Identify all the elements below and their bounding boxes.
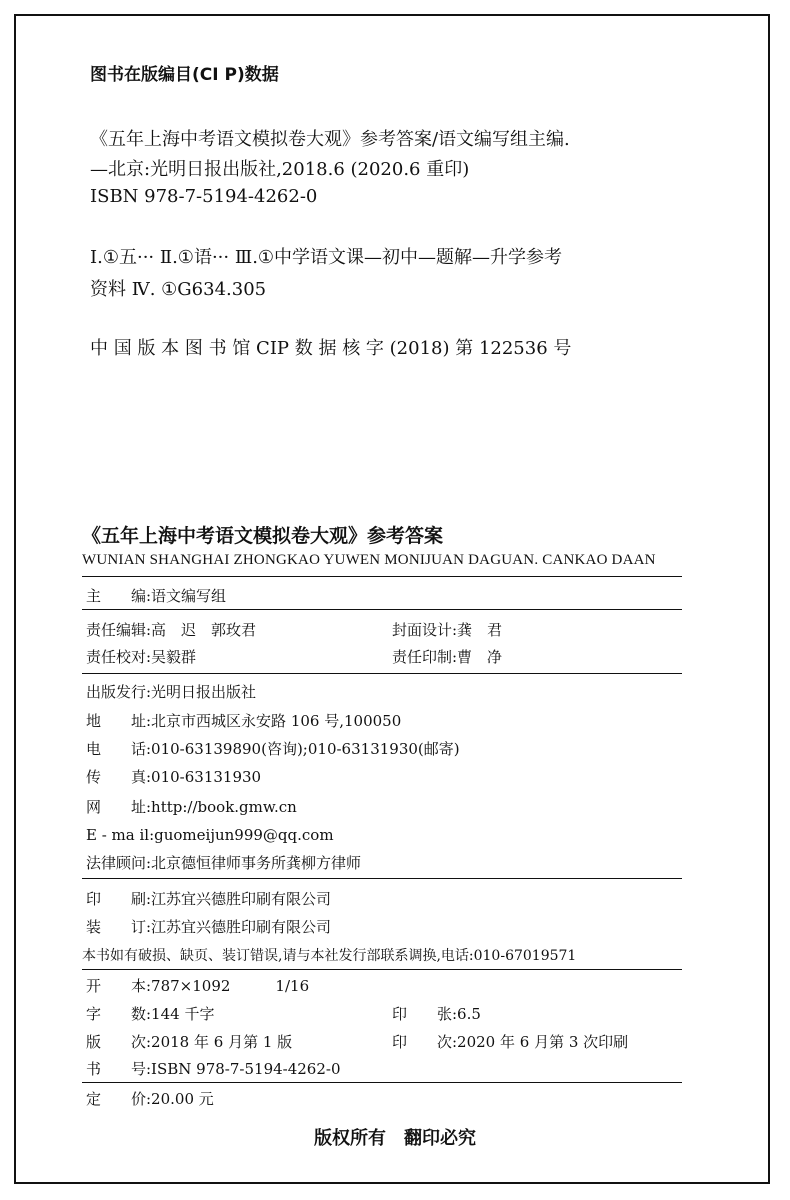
printer: 印 刷:江苏宜兴德胜印刷有限公司 xyxy=(86,890,332,908)
binder: 装 订:江苏宜兴德胜印刷有限公司 xyxy=(86,918,332,936)
cip-title-line: 《五年上海中考语文模拟卷大观》参考答案/语文编写组主编. xyxy=(90,129,570,150)
divider xyxy=(82,609,682,610)
chief-editor: 主 编:语文编写组 xyxy=(86,587,227,605)
responsible-editor: 责任编辑:高 迟 郭玫君 xyxy=(86,621,257,639)
book-title-pinyin: WUNIAN SHANGHAI ZHONGKAO YUWEN MONIJUAN DAGUAN. CANKAO DAAN xyxy=(82,552,656,568)
replacement-notice: 本书如有破损、缺页、装订错误,请与本社发行部联系调换,电话:010-67019571 xyxy=(82,948,577,964)
book-title-chinese: 《五年上海中考语文模拟卷大观》参考答案 xyxy=(82,525,444,547)
word-count: 字 数:144 千字 xyxy=(86,1005,215,1023)
copyright-notice: 版权所有 翻印必究 xyxy=(314,1128,476,1149)
legal-advisor: 法律顾问:北京德恒律师事务所龚柳方律师 xyxy=(86,854,362,872)
cip-publisher-line: —北京:光明日报出版社,2018.6 (2020.6 重印) xyxy=(90,159,470,180)
publisher-phone: 电 话:010-63139890(咨询);010-63131930(邮寄) xyxy=(86,740,460,758)
format-size: 开 本:787×1092 1/16 xyxy=(86,977,310,995)
book-number: 书 号:ISBN 978-7-5194-4262-0 xyxy=(86,1060,341,1078)
publisher-issuer: 出版发行:光明日报出版社 xyxy=(86,683,257,701)
cip-isbn-line: ISBN 978-7-5194-4262-0 xyxy=(90,186,318,207)
edition: 版 次:2018 年 6 月第 1 版 xyxy=(86,1033,293,1051)
proofreader: 责任校对:吴毅群 xyxy=(86,648,197,666)
divider xyxy=(82,576,682,577)
divider xyxy=(82,1082,682,1083)
cip-classification-line-2: 资料 Ⅳ. ①G634.305 xyxy=(90,279,267,300)
impression: 印 次:2020 年 6 月第 3 次印刷 xyxy=(392,1033,629,1051)
cip-verification-line: 中 国 版 本 图 书 馆 CIP 数 据 核 字 (2018) 第 122536 号 xyxy=(90,338,572,359)
cover-design: 封面设计:龚 君 xyxy=(392,621,503,639)
publisher-address: 地 址:北京市西城区永安路 106 号,100050 xyxy=(86,712,402,730)
publisher-fax: 传 真:010-63131930 xyxy=(86,768,262,786)
price: 定 价:20.00 元 xyxy=(86,1090,214,1108)
cip-heading: 图书在版编目(CI P)数据 xyxy=(90,65,279,85)
divider xyxy=(82,673,682,674)
divider xyxy=(82,969,682,970)
publisher-email: E - ma il:guomeijun999@qq.com xyxy=(86,826,334,844)
publisher-website: 网 址:http://book.gmw.cn xyxy=(86,798,297,816)
divider xyxy=(82,878,682,879)
printed-sheets: 印 张:6.5 xyxy=(392,1005,481,1023)
print-manager: 责任印制:曹 净 xyxy=(392,648,503,666)
cip-classification-line-1: Ⅰ.①五··· Ⅱ.①语··· Ⅲ.①中学语文课—初中—题解—升学参考 xyxy=(90,247,563,268)
